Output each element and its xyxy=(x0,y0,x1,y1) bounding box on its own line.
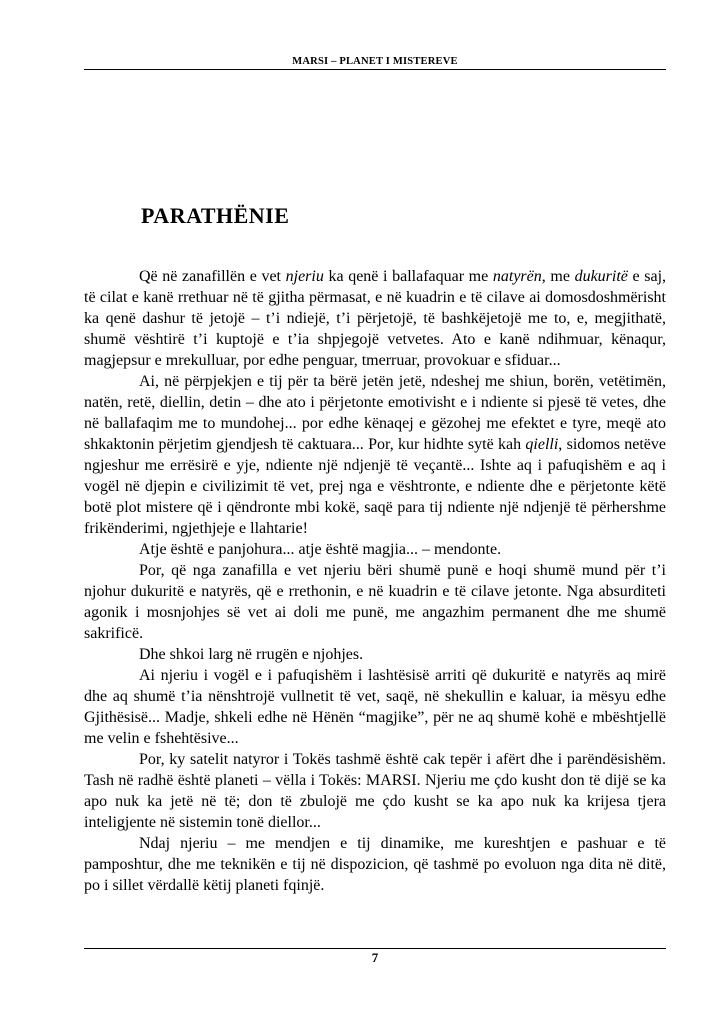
text-run: Atje është e panjohura... atje është magjia... – mendonte. xyxy=(139,541,502,558)
italic-term: qielli xyxy=(525,436,559,453)
italic-term: natyrën xyxy=(492,268,542,285)
paragraph xyxy=(84,749,666,833)
paragraph xyxy=(84,665,666,749)
running-header: MARSI – PLANET I MISTEREVE xyxy=(292,56,458,67)
page-number: 7 xyxy=(371,950,379,965)
paragraph xyxy=(84,539,666,560)
paragraph xyxy=(84,833,666,896)
italic-term: njeriu xyxy=(285,268,324,285)
chapter-title: PARATHËNIE xyxy=(141,203,290,228)
paragraph xyxy=(84,560,666,644)
text-run: , me xyxy=(541,268,575,285)
italic-term: dukuritë xyxy=(574,268,628,285)
paragraph xyxy=(84,644,666,665)
text-run: Ai, në përpjekjen e tij për ta bërë jetën jetë, ndeshej me shiun, borën, vetëtimën, natën, retë, diellin, detin – dhe ato i përjetonte emotivisht e i ndiente si pjesë të vetes, dhe në ballafaqim me to mundohej... por edhe kënaqej e gëzohej me efektet e tyre, meqë ato shkaktonin përjetim gjendjesh të caktuara... Por, kur hidhte sytë kah xyxy=(84,373,666,453)
text-run: Ai njeriu i vogël e i pafuqishëm i lashtësisë arriti që dukuritë e natyrës aq mirë dhe aq shumë t’ia nënshtrojë vullnetit të vet, saqë, në shekullin e kaluar, ia mësyu edhe Gjithësisë... Madje, shkeli edhe në Hënën “magjike”, për ne aq shumë kohë e mbështjellë me velin e fshehtësive... xyxy=(84,667,666,747)
text-run: Që në zanafillën e vet xyxy=(139,268,286,285)
body-text xyxy=(84,266,666,896)
text-run: Por, që nga zanafilla e vet njeriu bëri shumë punë e hoqi shumë mund për t’i njohur dukuritë e natyrës, që e rrethonin, e në kuadrin e të cilave jetonte. Nga absurditeti agonik i mosnjohjes së vet ai doli me punë, me angazhim permanent dhe me shumë sakrificë. xyxy=(84,562,666,642)
header-rule xyxy=(84,69,666,70)
paragraph xyxy=(84,371,666,539)
text-run: Por, ky satelit natyror i Tokës tashmë është cak tepër i afërt dhe i parëndësishëm. Tash në radhë është planeti – vëlla i Tokës: MARSI. Njeriu me çdo kusht don të dijë se ka apo nuk ka jetë në të; don të zbulojë me çdo kusht se ka apo nuk ka krijesa tjera inteligjente në sistemin tonë diellor... xyxy=(84,751,666,831)
footer-rule xyxy=(84,948,666,949)
paragraph xyxy=(84,266,666,371)
text-run: Ndaj njeriu – me mendjen e tij dinamike, me kureshtjen e pashuar e të pamposhtur, dhe me teknikën e tij në dispozicion, që tashmë po evoluon nga dita në ditë, po i sillet vërdallë këtij planeti fqinjë. xyxy=(84,835,666,894)
text-run: ka qenë i ballafaquar me xyxy=(323,268,493,285)
text-run: , sidomos netëve ngjeshur me errësirë e yje, ndiente një ndjenjë të veçantë... Ishte aq i pafuqishëm e aq i vogël në djepin e civilizimit të vet, prej nga e vështronte, e ndiente dhe e përjetonte këtë botë plot mistere që i qëndronte mbi kokë, saqë para tij ndiente një ndjenjë të përhershme frikënderimi, ngjethjeje e llahtarie! xyxy=(84,436,666,537)
text-run: Dhe shkoi larg në rrugën e njohjes. xyxy=(139,646,364,663)
text-run: e saj, të cilat e kanë rrethuar në të gjitha përmasat, e në kuadrin e të cilave ai domosdoshmërisht ka qenë dashur të jetojë – t’i ndiejë, t’i përjetojë, të bashkëjetojë me to, e, megjithatë, shumë vështirë t’i kuptojë e t’ia shpjegojë vetvetes. Ato e kanë ndihmuar, kënaqur, magjepsur e mrekulluar, por edhe penguar, tmerruar, provokuar e sfiduar... xyxy=(84,268,667,369)
